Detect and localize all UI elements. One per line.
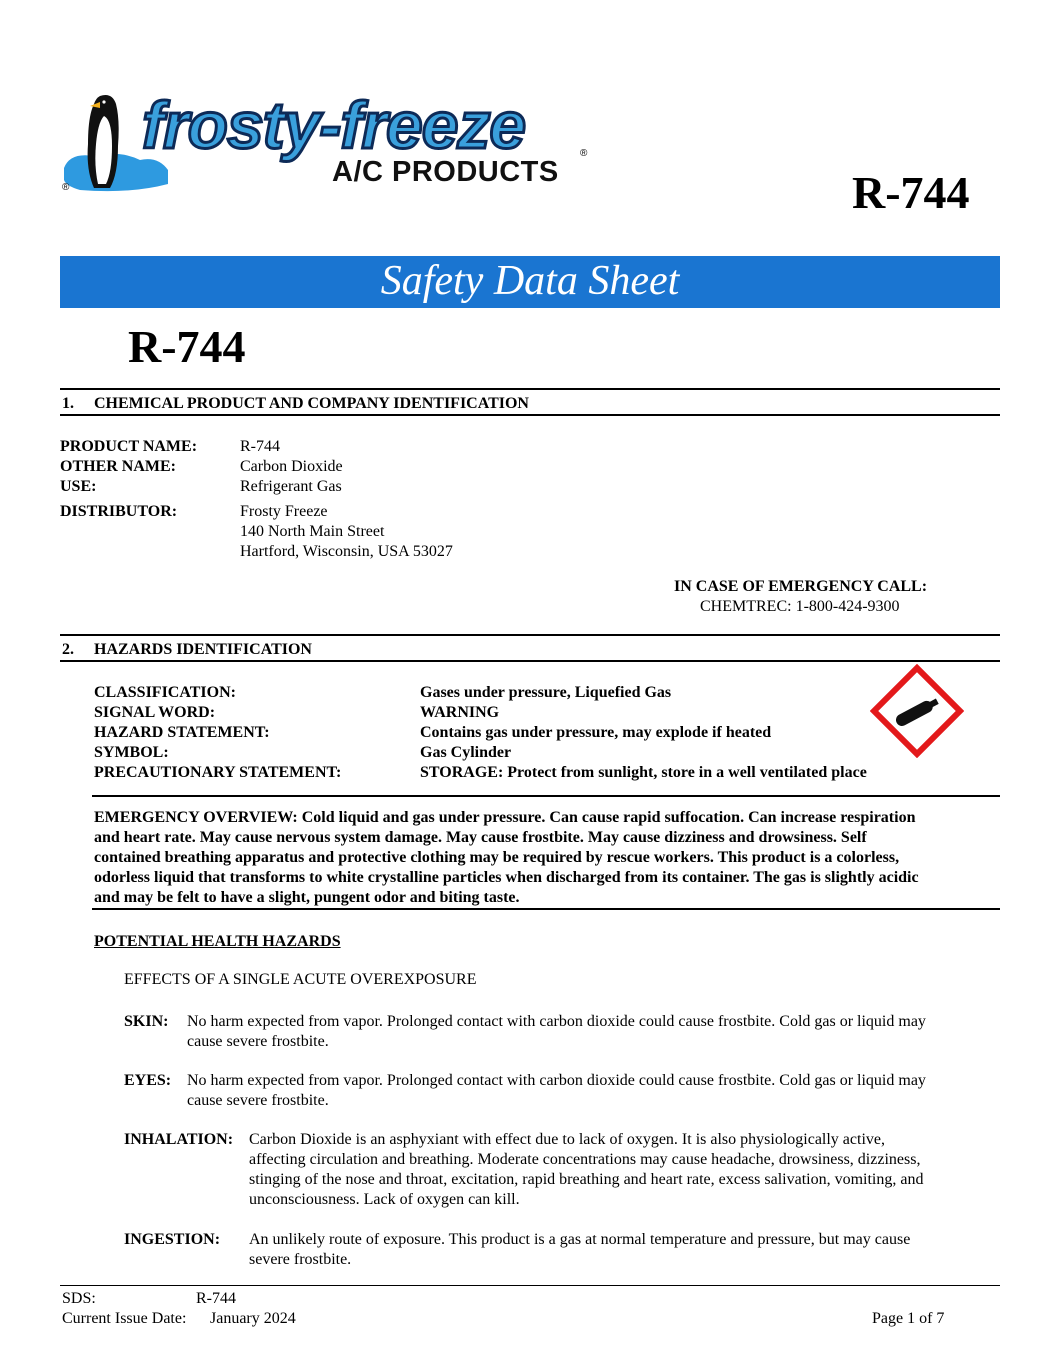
overview-bottom-rule bbox=[92, 908, 1000, 910]
registered-mark: ® bbox=[62, 182, 70, 193]
section1-number: 1. bbox=[62, 395, 74, 412]
section2-title: HAZARDS IDENTIFICATION bbox=[94, 641, 312, 658]
distributor-city: Hartford, Wisconsin, USA 53027 bbox=[240, 543, 453, 560]
sds-banner: Safety Data Sheet bbox=[60, 256, 1000, 308]
product-name-label: PRODUCT NAME: bbox=[60, 438, 198, 455]
section1-top-rule bbox=[60, 388, 1000, 390]
precautionary-label: PRECAUTIONARY STATEMENT: bbox=[94, 764, 342, 781]
signal-word-label: SIGNAL WORD: bbox=[94, 704, 216, 721]
footer-page-number: Page 1 of 7 bbox=[872, 1310, 945, 1327]
overview-line-1: EMERGENCY OVERVIEW: Cold liquid and gas under pressure. Can cause rapid suffocation. Can increase respiration bbox=[94, 809, 916, 826]
eyes-text-1: No harm expected from vapor. Prolonged contact with carbon dioxide could cause frostbite. Cold gas or liquid may bbox=[187, 1072, 926, 1089]
inhalation-text-2: affecting circulation and breathing. Moderate concentrations may cause headache, drowsiness, dizziness, bbox=[249, 1151, 921, 1168]
product-name-value: R-744 bbox=[240, 438, 280, 455]
emergency-number: CHEMTREC: 1-800-424-9300 bbox=[700, 598, 900, 615]
use-label: USE: bbox=[60, 478, 97, 495]
section2-number: 2. bbox=[62, 641, 74, 658]
health-hazards-title: POTENTIAL HEALTH HAZARDS bbox=[94, 933, 341, 950]
footer-issue-value: January 2024 bbox=[210, 1310, 296, 1327]
ingestion-text-2: severe frostbite. bbox=[249, 1251, 352, 1268]
gas-cylinder-ghs-icon bbox=[870, 664, 964, 758]
eyes-label: EYES: bbox=[124, 1072, 172, 1089]
eyes-text-2: cause severe frostbite. bbox=[187, 1092, 329, 1109]
emergency-label: IN CASE OF EMERGENCY CALL: bbox=[674, 578, 928, 595]
other-name-value: Carbon Dioxide bbox=[240, 458, 343, 475]
registered-mark-2: ® bbox=[580, 148, 588, 159]
inhalation-text-4: unconsciousness. Lack of oxygen can kill. bbox=[249, 1191, 520, 1208]
section1-bottom-rule bbox=[60, 414, 1000, 416]
ingestion-label: INGESTION: bbox=[124, 1231, 221, 1248]
overview-line-2: and heart rate. May cause nervous system damage. May cause frostbite. May cause dizziness and drowsiness. Self bbox=[94, 829, 867, 846]
overview-top-rule bbox=[92, 795, 1000, 797]
other-name-label: OTHER NAME: bbox=[60, 458, 176, 475]
skin-label: SKIN: bbox=[124, 1013, 169, 1030]
section1-title: CHEMICAL PRODUCT AND COMPANY IDENTIFICATION bbox=[94, 395, 529, 412]
footer-sds-value: R-744 bbox=[196, 1290, 236, 1307]
footer-sds-label: SDS: bbox=[62, 1290, 96, 1307]
hazard-statement-value: Contains gas under pressure, may explode if heated bbox=[420, 724, 772, 741]
overview-line-5: and may be felt to have a slight, pungent odor and biting taste. bbox=[94, 889, 520, 906]
inhalation-label: INHALATION: bbox=[124, 1131, 234, 1148]
footer-rule bbox=[60, 1285, 1000, 1286]
brand-logo bbox=[60, 90, 600, 200]
distributor-label: DISTRIBUTOR: bbox=[60, 503, 178, 520]
ingestion-text-1: An unlikely route of exposure. This product is a gas at normal temperature and pressure, but may cause bbox=[249, 1231, 911, 1248]
hazard-statement-label: HAZARD STATEMENT: bbox=[94, 724, 270, 741]
inhalation-text-1: Carbon Dioxide is an asphyxiant with effect due to lack of oxygen. It is also physiologically active, bbox=[249, 1131, 885, 1148]
overview-line-3: contained breathing apparatus and protective clothing may be required by rescue workers. This product is a colorless, bbox=[94, 849, 900, 866]
brand-subtitle: A/C PRODUCTS bbox=[332, 156, 559, 188]
distributor-name: Frosty Freeze bbox=[240, 503, 328, 520]
precautionary-value: STORAGE: Protect from sunlight, store in a well ventilated place bbox=[420, 764, 867, 781]
classification-label: CLASSIFICATION: bbox=[94, 684, 236, 701]
classification-value: Gases under pressure, Liquefied Gas bbox=[420, 684, 672, 701]
symbol-label: SYMBOL: bbox=[94, 744, 169, 761]
section2-bottom-rule bbox=[60, 660, 1000, 662]
product-heading: R-744 bbox=[128, 321, 246, 372]
single-exposure-heading: EFFECTS OF A SINGLE ACUTE OVEREXPOSURE bbox=[124, 971, 477, 988]
brand-wordmark: frosty-freeze bbox=[142, 88, 526, 162]
distributor-street: 140 North Main Street bbox=[240, 523, 385, 540]
skin-text-2: cause severe frostbite. bbox=[187, 1033, 329, 1050]
symbol-value: Gas Cylinder bbox=[420, 744, 512, 761]
skin-text-1: No harm expected from vapor. Prolonged contact with carbon dioxide could cause frostbite. Cold gas or liquid may bbox=[187, 1013, 926, 1030]
overview-line-4: odorless liquid that transforms to white crystalline particles when discharged from its container. The gas is slightly acidic bbox=[94, 869, 919, 886]
header-product-code: R-744 bbox=[852, 167, 970, 218]
footer-issue-label: Current Issue Date: bbox=[62, 1310, 187, 1327]
use-value: Refrigerant Gas bbox=[240, 478, 342, 495]
signal-word-value: WARNING bbox=[420, 704, 500, 721]
inhalation-text-3: stinging of the nose and throat, excitation, rapid breathing and heart rate, excess salivation, vomiting, and bbox=[249, 1171, 924, 1188]
section2-top-rule bbox=[60, 634, 1000, 636]
